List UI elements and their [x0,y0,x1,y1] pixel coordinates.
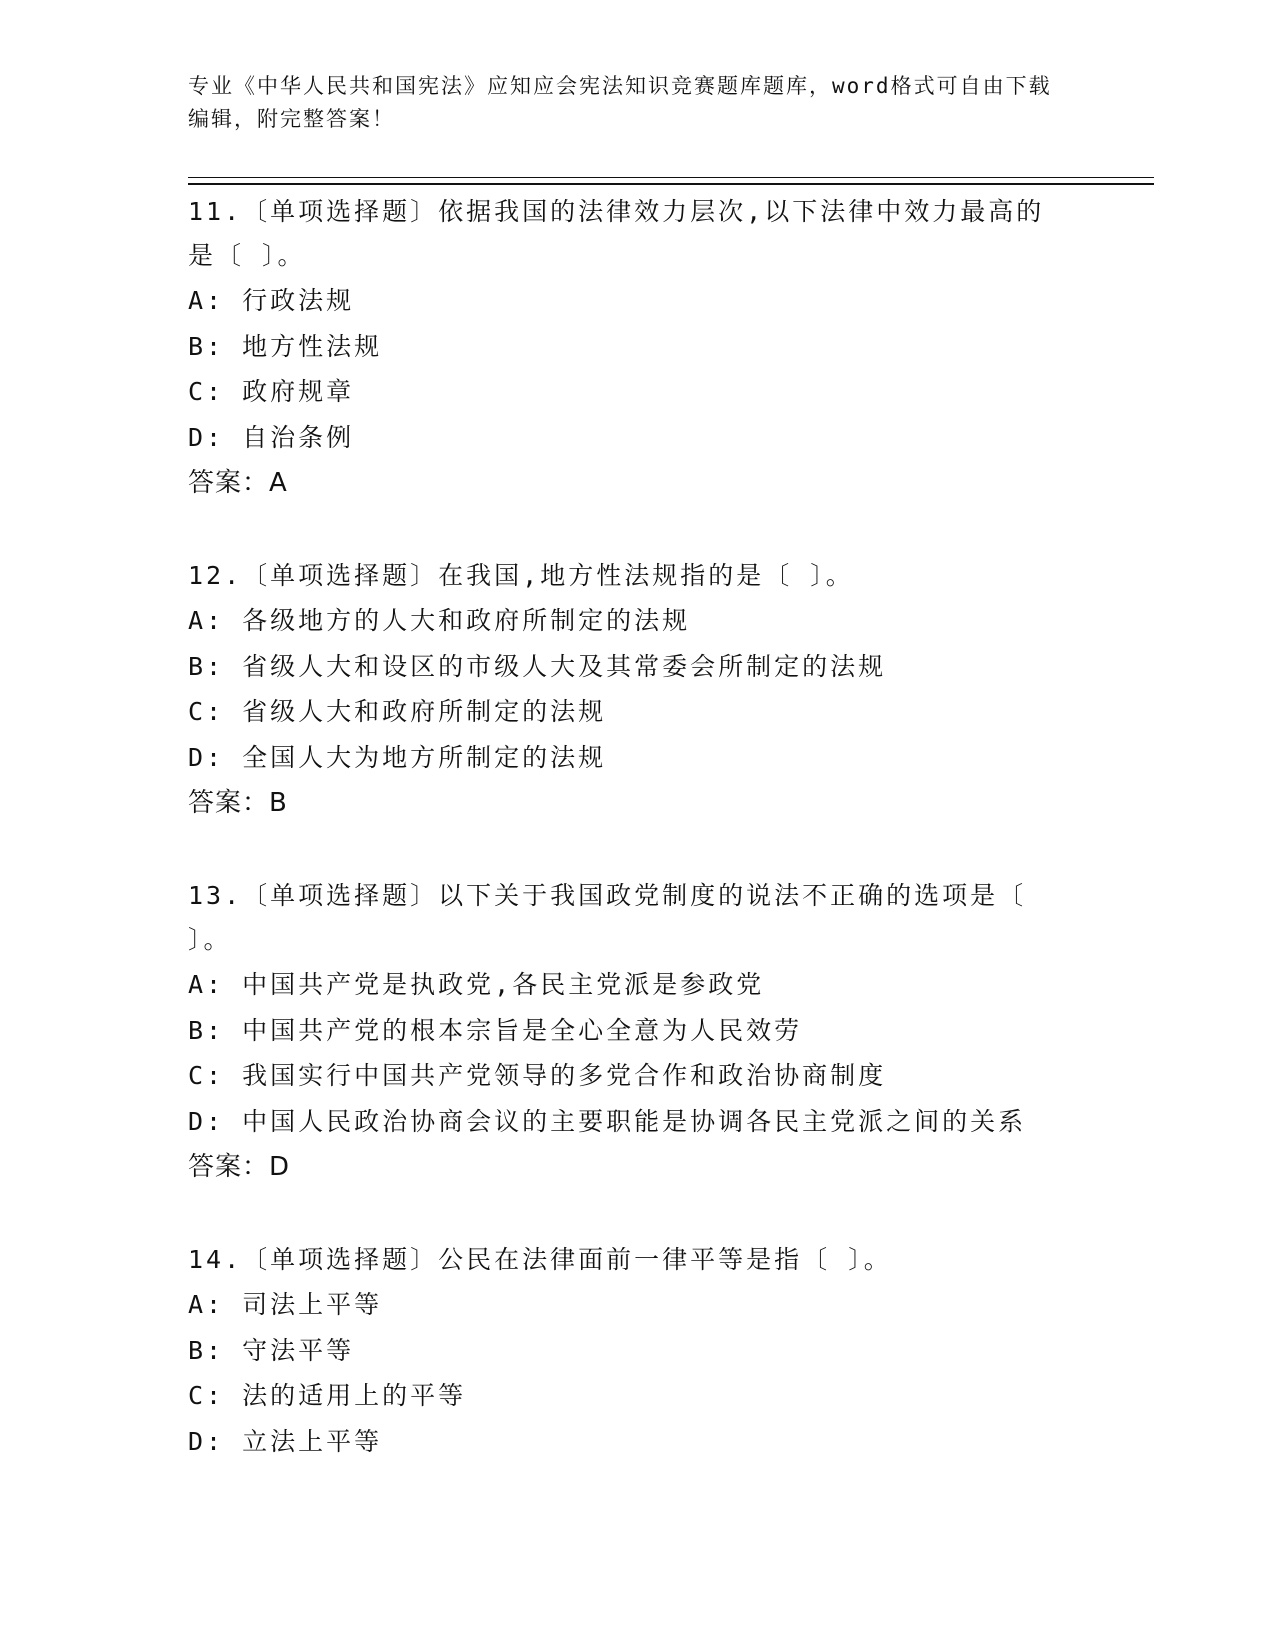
header-divider-thin [188,177,1154,178]
option-d: D: 全国人大为地方所制定的法规 [188,742,607,772]
question-list [188,190,1068,1512]
option-b: B: 守法平等 [188,1335,355,1365]
question-item [188,874,1068,1190]
question-stem: 14.〔单项选择题〕公民在法律面前一律平等是指〔 〕。 [188,1245,892,1274]
document-header: 专业《中华人民共和国宪法》应知应会宪法知识竞赛题库题库，word格式可自由下载编辑，附完整答案！ [188,74,1052,131]
option-c: C: 政府规章 [188,377,355,406]
question-stem: 11.〔单项选择题〕依据我国的法律效力层次,以下法律中效力最高的是〔 〕。 [188,197,1045,270]
answer-text: 答案：D [188,1152,291,1182]
option-c: C: 省级人大和政府所制定的法规 [188,697,607,726]
option-b: B: 省级人大和设区的市级人大及其常委会所制定的法规 [188,651,887,681]
option-d: D: 自治条例 [188,422,355,452]
answer-text: 答案：B [188,788,288,818]
question-item [188,1238,1068,1464]
option-a: A: 司法上平等 [188,1290,383,1319]
option-d: D: 中国人民政治协商会议的主要职能是协调各民主党派之间的关系 [188,1106,1027,1136]
header-divider-thick [188,183,1154,185]
option-b: B: 地方性法规 [188,331,383,361]
option-c: C: 法的适用上的平等 [188,1381,467,1410]
option-a: A: 行政法规 [188,286,355,315]
question-stem: 13.〔单项选择题〕以下关于我国政党制度的说法不正确的选项是〔 〕。 [188,881,1027,954]
option-a: A: 中国共产党是执政党,各民主党派是参政党 [188,970,765,999]
question-item [188,554,1068,826]
option-a: A: 各级地方的人大和政府所制定的法规 [188,606,691,635]
option-c: C: 我国实行中国共产党领导的多党合作和政治协商制度 [188,1061,887,1090]
answer-text: 答案：A [188,468,288,498]
option-d: D: 立法上平等 [188,1426,383,1456]
option-b: B: 中国共产党的根本宗旨是全心全意为人民效劳 [188,1015,803,1045]
question-stem: 12.〔单项选择题〕在我国,地方性法规指的是〔 〕。 [188,561,854,590]
question-item [188,190,1068,506]
